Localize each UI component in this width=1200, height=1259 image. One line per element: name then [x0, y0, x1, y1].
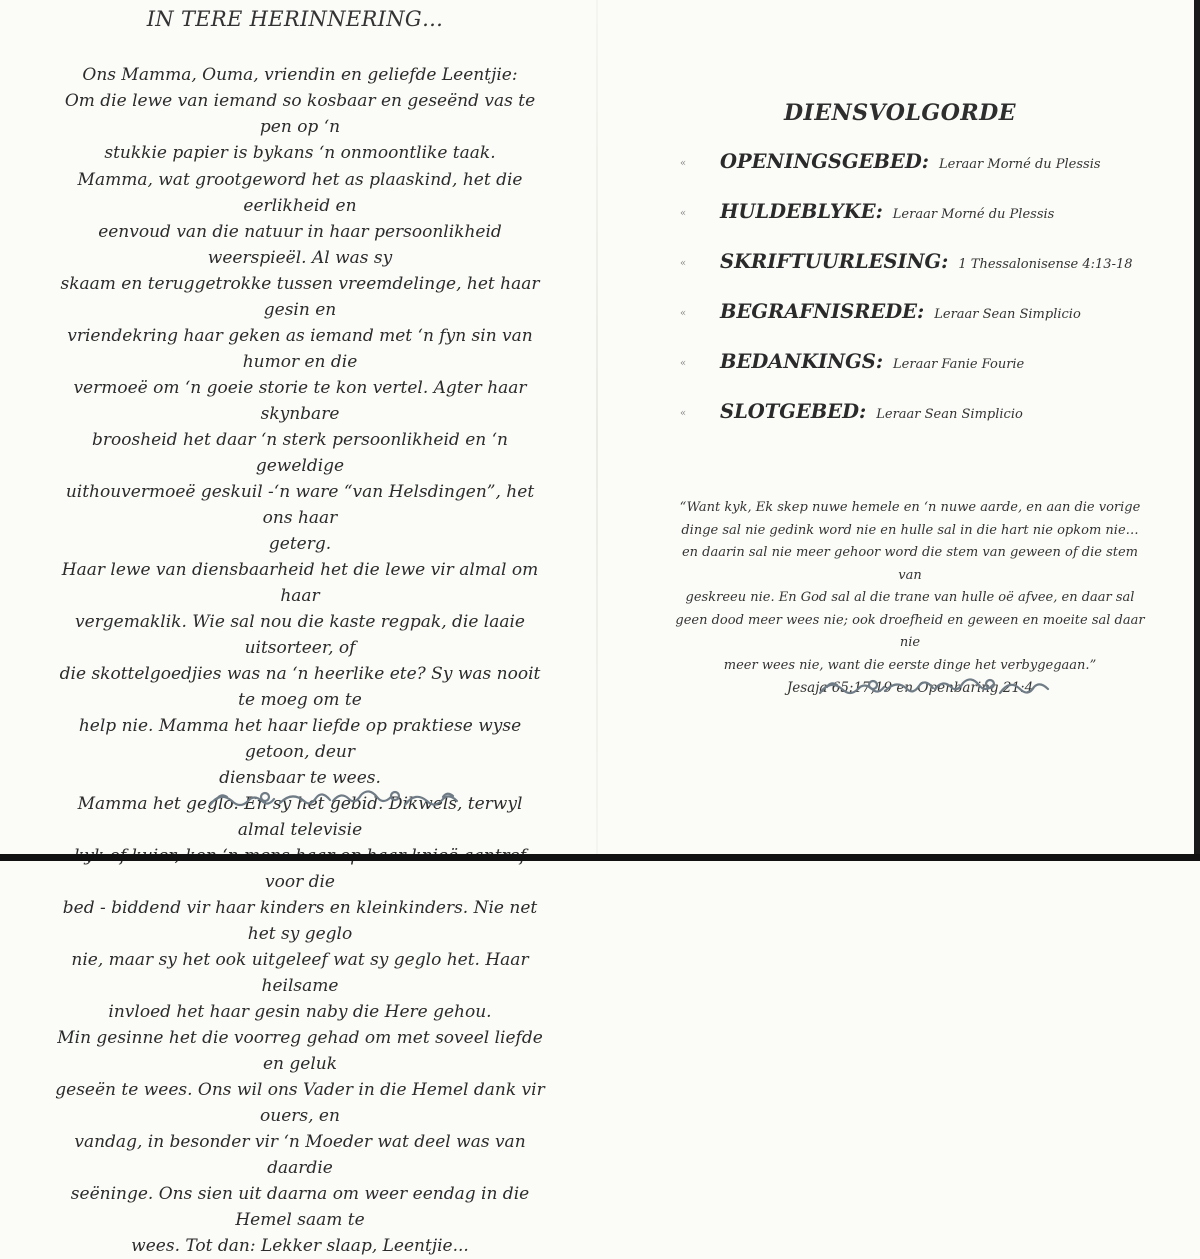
tribute-line: vergemaklik. Wie sal nou die kaste regpak, die laaie uitsorteer, of: [74, 612, 525, 658]
tribute-line: geseën te wees. Ons wil ons Vader in die Hemel dank vir ouers, en: [55, 1080, 545, 1126]
tribute-line: voor die: [265, 872, 335, 892]
service-item-detail: Leraar Fanie Fourie: [893, 357, 1025, 372]
service-item-detail: Leraar Sean Simplicio: [876, 407, 1023, 422]
service-item-detail: Leraar Morné du Plessis: [939, 157, 1101, 172]
left-page: [0, 0, 590, 1256]
tribute-line: nie, maar sy het ook uitgeleef wat sy geglo het. Haar heilsame: [71, 950, 529, 996]
service-item-title: [720, 400, 1023, 423]
service-item-title: [720, 350, 1024, 373]
quote-line: dinge sal nie gedink word nie en hulle sal in die hart nie opkom nie…: [681, 522, 1139, 538]
tribute-line: broosheid het daar ‘n sterk persoonlikheid en ‘n geweldige: [92, 430, 508, 476]
bullet-icon: «: [680, 308, 687, 319]
bullet-icon: «: [680, 408, 687, 419]
list-item: [680, 150, 1180, 200]
quote-line: geskreeu nie. En God sal al die trane van hulle oë afvee, en daar sal: [685, 590, 1135, 605]
item-label: BEDANKINGS:: [720, 350, 884, 373]
quote-line: “Want kyk, Ek skep nuwe hemele en ‘n nuwe aarde, en aan die vorige: [679, 500, 1141, 515]
tribute-line: Mamma het geglo. En sy het gebid. Dikwels, terwyl almal televisie: [77, 794, 523, 840]
tribute-line: uithouvermoeë geskuil -‘n ware “van Helsdingen”, het ons haar: [65, 482, 535, 528]
tribute-line: wees. Tot dan: Lekker slaap, Leentjie...: [131, 1236, 469, 1256]
right-page: [600, 0, 1200, 861]
service-item-title: [720, 300, 1081, 323]
page-title: IN TERE HERINNERING…: [146, 7, 444, 31]
tribute-line: Min gesinne het die voorreg gehad om met soveel liefde en geluk: [57, 1028, 543, 1074]
service-item-title: [720, 200, 1054, 223]
service-item-detail: Leraar Morné du Plessis: [892, 207, 1055, 222]
tribute-line: geterg.: [268, 534, 332, 554]
tribute-line: vriendekring haar geken as iemand met ‘n fyn sin van humor en die: [67, 326, 533, 372]
bullet-icon: «: [680, 158, 687, 169]
item-label: BEGRAFNISREDE:: [720, 300, 925, 323]
quote-line: geen dood meer wees nie; ook droefheid en geween en moeite sal daar nie: [675, 612, 1145, 650]
item-label: SKRIFTUURLESING:: [720, 250, 949, 273]
tribute-line: Haar lewe van diensbaarheid het die lewe vir almal om haar: [61, 560, 539, 606]
tribute-text: [55, 167, 545, 1259]
tribute-line: help nie. Mamma het haar liefde op praktiese wyse getoon, deur: [78, 716, 522, 762]
list-item: [680, 200, 1180, 250]
intro-line: Om die lewe van iemand so kosbaar en geseënd vas te pen op ‘n: [64, 91, 536, 137]
intro-line: Ons Mamma, Ouma, vriendin en geliefde Leentjie:: [82, 65, 518, 85]
tribute-line: diensbaar te wees.: [219, 768, 381, 788]
service-item-detail: Leraar Sean Simplicio: [934, 307, 1081, 322]
tribute-line: vandag, in besonder vir ‘n Moeder wat deel was van daardie: [74, 1132, 526, 1178]
bullet-icon: «: [680, 258, 687, 269]
item-label: SLOTGEBED:: [720, 400, 867, 423]
tribute-line: seëninge. Ons sien uit daarna om weer eendag in die Hemel saam te: [70, 1184, 530, 1230]
scroll-ornament-icon: [205, 785, 465, 815]
item-label: OPENINGSGEBED:: [720, 150, 929, 173]
list-item: [680, 250, 1180, 300]
quote-line: en daarin sal nie meer gehoor word die stem van geween of die stem van: [681, 545, 1138, 583]
bullet-icon: «: [680, 208, 687, 219]
scan-bottom-edge: [0, 854, 1200, 861]
tribute-line: skaam en teruggetrokke tussen vreemdelinge, het haar gesin en: [60, 274, 540, 320]
list-item: [680, 400, 1180, 450]
service-order-list: [680, 150, 1180, 450]
service-order-heading: DIENSVOLGORDE: [783, 100, 1017, 126]
tribute-line: die skottelgoedjies was na ‘n heerlike ete? Sy was nooit te moeg om te: [59, 664, 541, 710]
tribute-line: eenvoud van die natuur in haar persoonlikheid weerspieël. Al was sy: [98, 222, 502, 268]
page-fold: [596, 0, 598, 861]
scripture-quote: [670, 497, 1150, 700]
bullet-icon: «: [680, 358, 687, 369]
tribute-line: vermoeë om ‘n goeie storie te kon vertel. Agter haar skynbare: [73, 378, 527, 424]
service-item-detail: 1 Thessalonisense 4:13-18: [958, 257, 1133, 272]
quote-line: meer wees nie, want die eerste dinge het verbygegaan.”: [723, 657, 1097, 673]
scripture-reference: Jesaja 65:17,19 en Openbaring 21:4: [786, 680, 1034, 696]
item-label: HULDEBLYKE:: [720, 200, 883, 223]
service-item-title: [720, 150, 1101, 173]
tribute-line: invloed het haar gesin naby die Here gehou.: [108, 1002, 492, 1022]
list-item: [680, 350, 1180, 400]
tribute-line: bed - biddend vir haar kinders en kleinkinders. Nie net het sy geglo: [62, 898, 538, 944]
tribute-line: Mamma, wat grootgeword het as plaaskind, het die eerlikheid en: [77, 170, 523, 216]
intro-line: stukkie papier is bykans ‘n onmoontlike taak.: [104, 143, 496, 163]
list-item: [680, 300, 1180, 350]
service-item-title: [720, 250, 1133, 273]
scan-edge: [1194, 0, 1200, 861]
scroll-ornament-icon: [815, 673, 1055, 703]
intro-paragraph: [55, 62, 545, 166]
